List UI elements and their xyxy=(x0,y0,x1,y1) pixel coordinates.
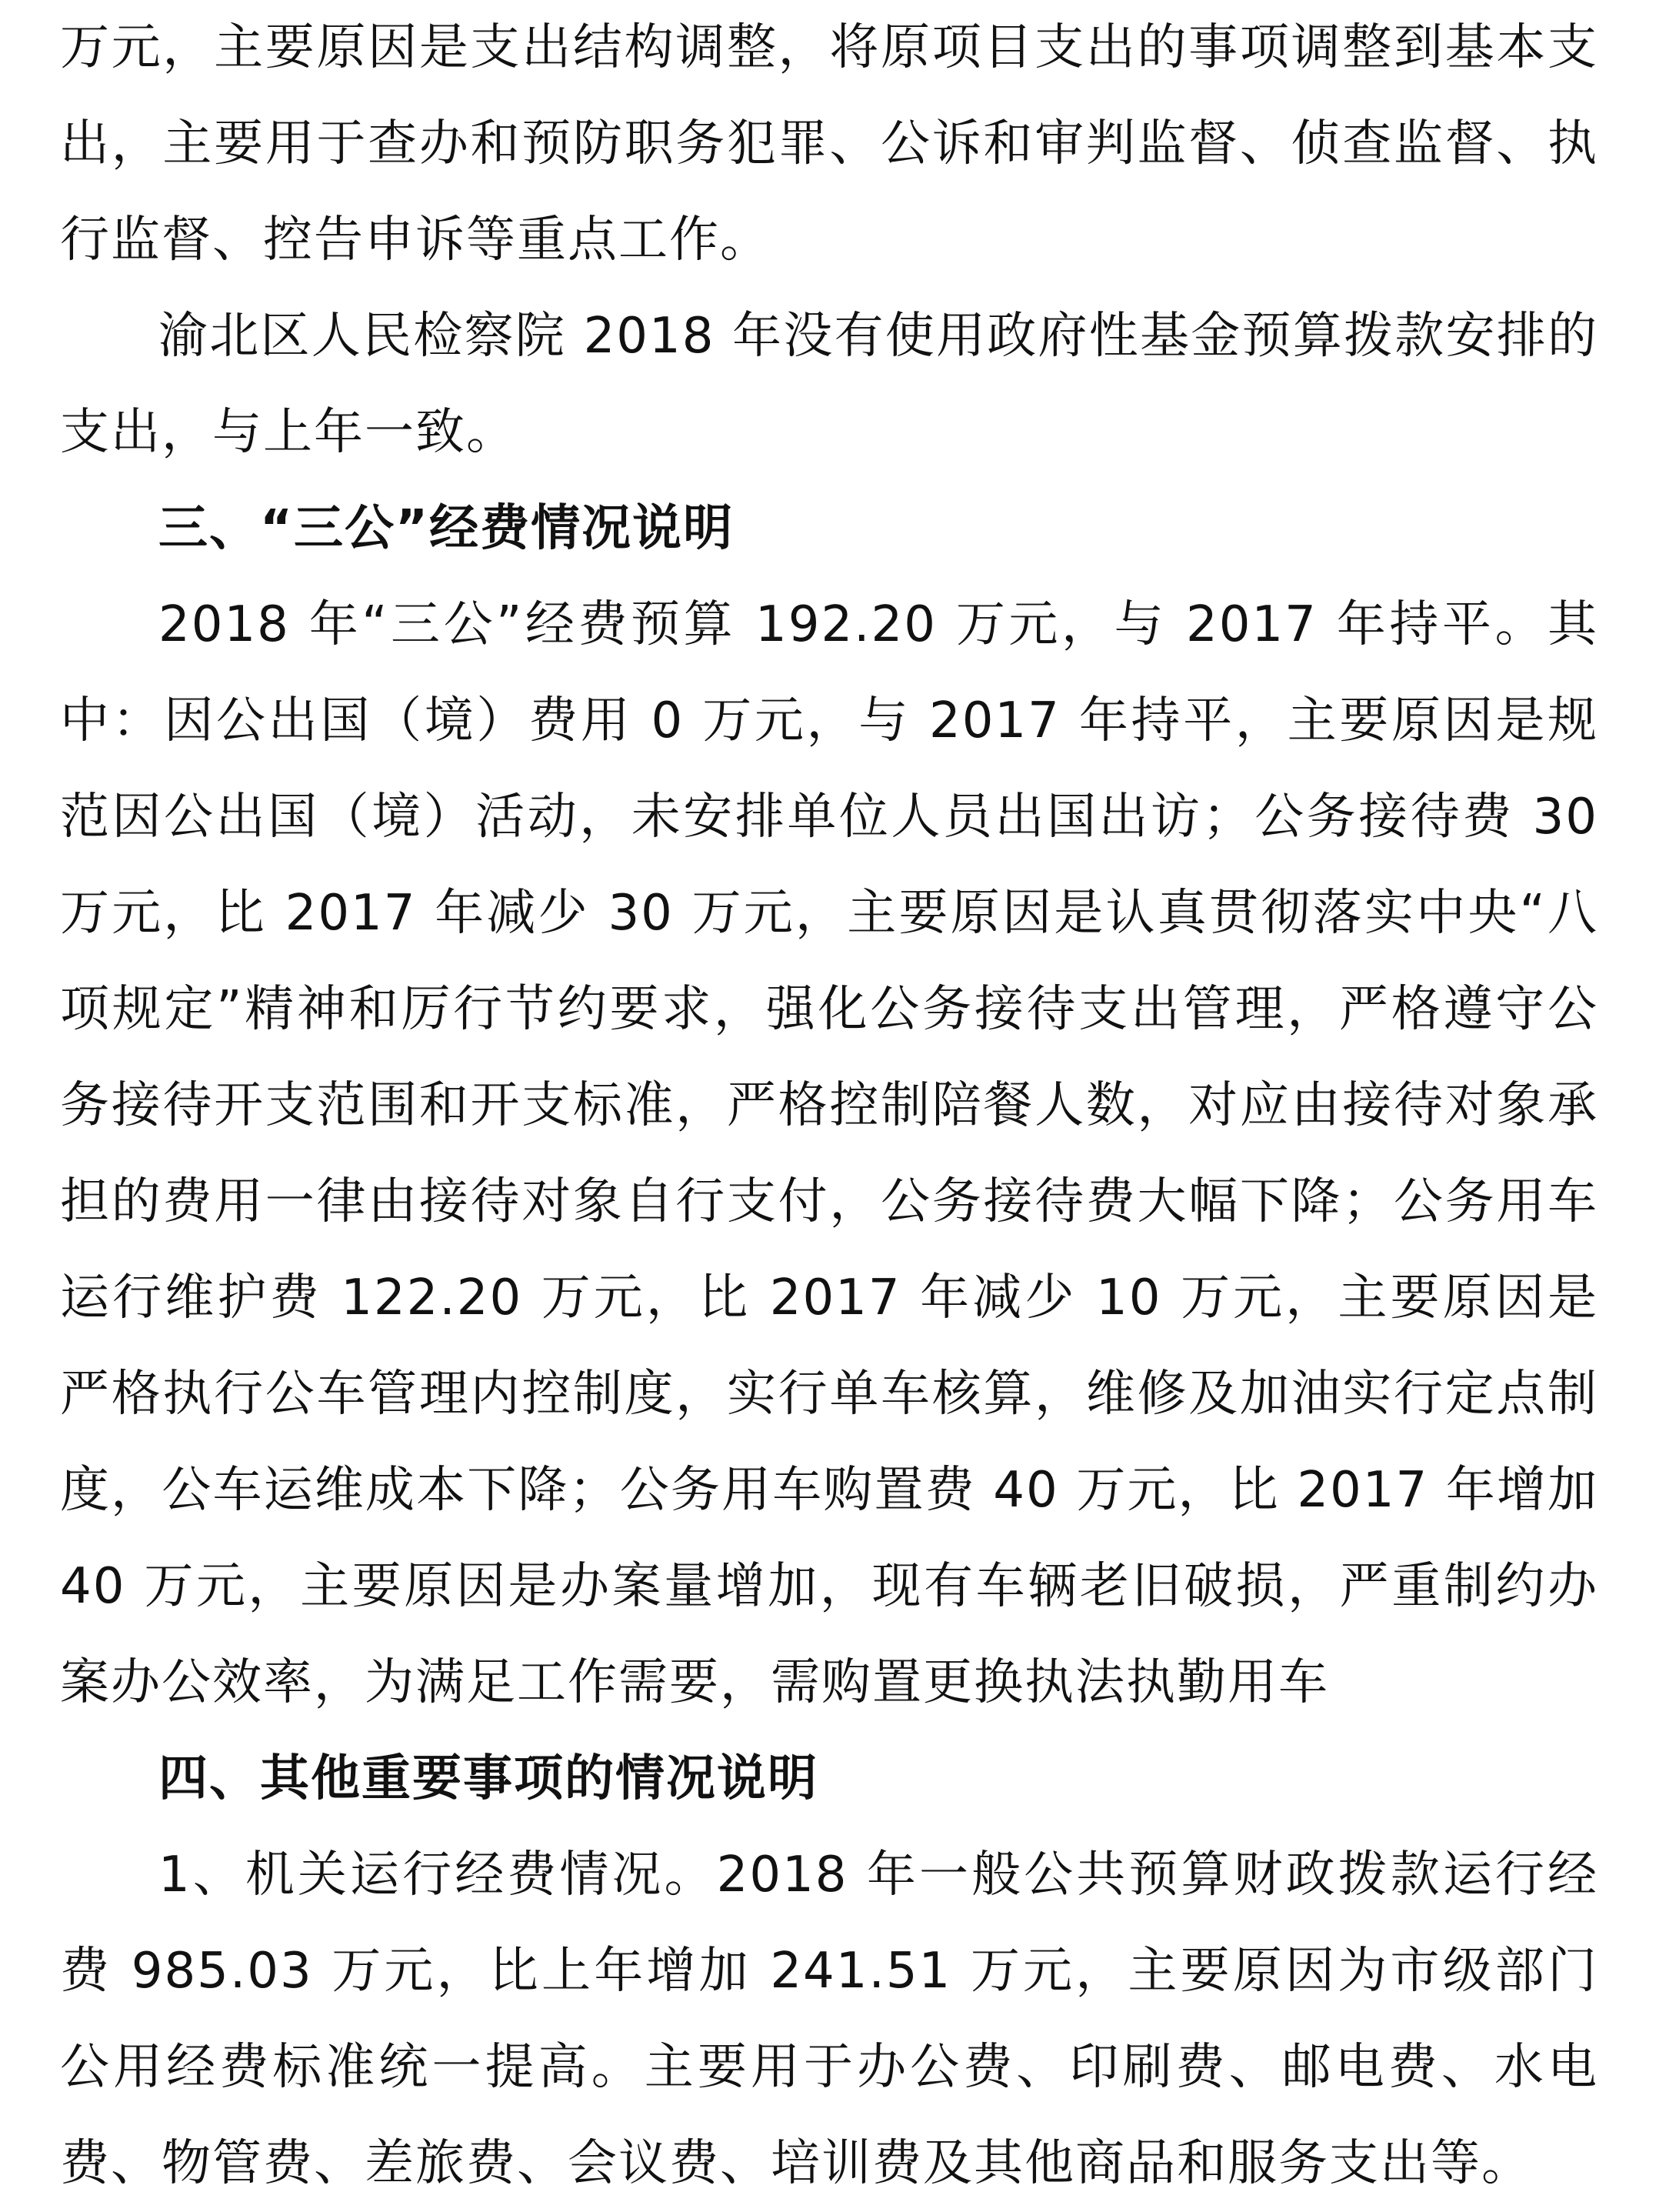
paragraph-continued-expenditure: 万元，主要原因是支出结构调整，将原项目支出的事项调整到基本支出，主要用于查办和预防职务犯罪、公诉和审判监督、侦查监督、执行监督、控告申诉等重点工作。 xyxy=(60,19,1598,269)
section-heading-other-matters: 四、其他重要事项的情况说明 xyxy=(158,1750,818,1807)
paragraph-three-public-expenses: 2018 年“三公”经费预算 192.20 万元，与 2017 年持平。其中：因公出国（境）费用 0 万元，与 2017 年持平，主要原因是规范因公出国（境）活动，未安排单位人员出国出访；公务接待费 30 万元，比 2017 年减少 30 万元，主要原因是认真贯彻落实中央“八项规定”精神和厉行节约要求，强化公务接待支出管理，严格遵守公务接待开支范围和开支标准，严格控制陪餐人数，对应由接待对象承担的费用一律由接待对象自行支付，公务接待费大幅下降；公务用车运行维护费 122.20 万元，比 2017 年减少 10 万元，主要原因是严格执行公车管理内控制度，实行单车核算，维修及加油实行定点制度，公车运维成本下降；公务用车购置费 40 万元，比 2017 年增加 40 万元，主要原因是办案量增加，现有车辆老旧破损，严重制约办案办公效率，为满足工作需要，需购置更换执法执勤用车 xyxy=(60,596,1598,1711)
paragraph-government-fund: 渝北区人民检察院 2018 年没有使用政府性基金预算拨款安排的支出，与上年一致。 xyxy=(60,308,1598,461)
paragraph-operating-expenses: 1、机关运行经费情况。2018 年一般公共预算财政拨款运行经费 985.03 万元，比上年增加 241.51 万元，主要原因为市级部门公用经费标准统一提高。主要用于办公费、印刷费、邮电费、水电费、物管费、差旅费、会议费、培训费及其他商品和服务支出等。 xyxy=(60,1847,1598,2192)
document-page xyxy=(60,0,1598,2212)
section-heading-three-public-expenses: 三、“三公”经费情况说明 xyxy=(158,500,735,557)
